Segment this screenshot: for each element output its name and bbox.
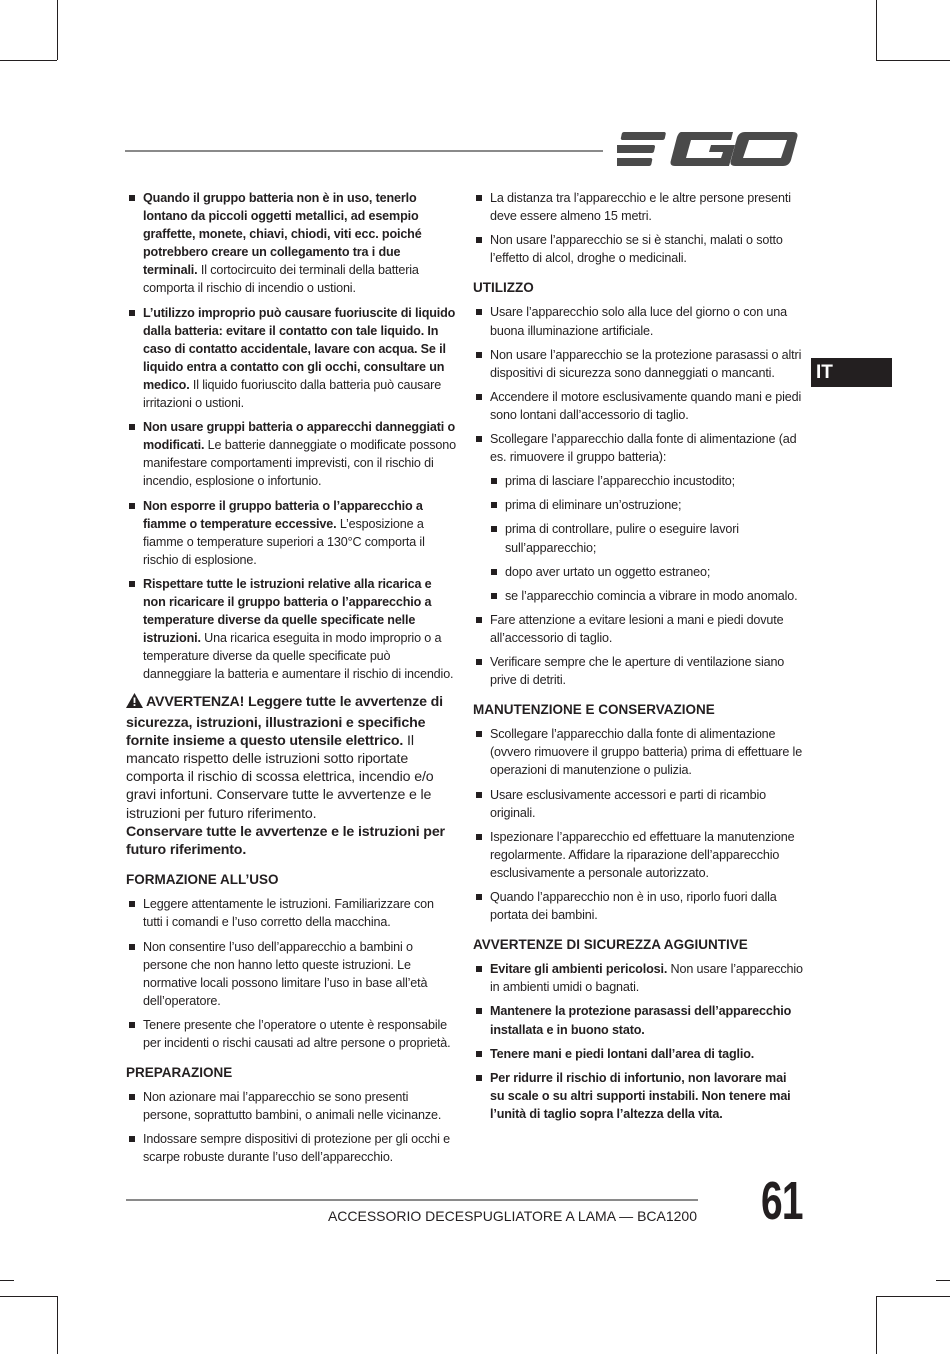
section-heading: PREPARAZIONE	[126, 1065, 233, 1081]
maintenance-list	[473, 725, 803, 924]
list-item: Mantenere la protezione parasassi dell’apparecchio installata e in buono stato.	[473, 1002, 803, 1038]
list-item: Scollegare l’apparecchio dalla fonte di alimentazione (ad es. rimuovere il gruppo batteria):	[473, 430, 803, 466]
warning-label: AVVERTENZA!	[146, 694, 245, 711]
warning-conclusion: Conservare tutte le avvertenze e le istruzioni per futuro riferimento.	[126, 823, 445, 859]
crop-mark	[0, 1296, 57, 1297]
list-item: Accendere il motore esclusivamente quando mani e piedi sono lontani dall’accessorio di taglio.	[473, 388, 803, 424]
footer-title: ACCESSORIO DECESPUGLIATORE A LAMA — BCA1200	[327, 1208, 697, 1224]
ego-logo	[617, 128, 799, 175]
list-item: Ispezionare l’apparecchio ed effettuare la manutenzione regolarmente. Affidare la riparazione dell’apparecchio esclusivamente a personale autorizzato.	[473, 828, 803, 882]
additional-warnings-list	[473, 960, 803, 1123]
crop-mark	[0, 1280, 14, 1281]
warning-triangle-icon	[126, 693, 143, 713]
list-item: Leggere attentamente le istruzioni. Familiarizzare con tutti i comandi e l’uso corretto della macchina.	[126, 895, 456, 931]
sub-list-item: prima di eliminare un’ostruzione;	[473, 496, 803, 514]
header-rule	[125, 150, 603, 152]
list-item: Verificare sempre che le aperture di ventilazione siano prive di detriti.	[473, 653, 803, 689]
crop-mark	[876, 1296, 950, 1297]
list-item: Non usare l’apparecchio se la protezione parasassi o altri dispositivi di sicurezza sono danneggiati o mancanti.	[473, 346, 803, 382]
sub-list-item: dopo aver urtato un oggetto estraneo;	[473, 563, 803, 581]
preparation-list	[126, 1088, 456, 1166]
section-heading: UTILIZZO	[473, 280, 534, 296]
sub-list-item: se l’apparecchio comincia a vibrare in modo anomalo.	[473, 587, 803, 605]
section-heading: MANUTENZIONE E CONSERVAZIONE	[473, 702, 715, 718]
list-item: Scollegare l’apparecchio dalla fonte di alimentazione (ovvero rimuovere il gruppo batteria) prima di effettuare le operazioni di manutenzione o pulizia.	[473, 725, 803, 779]
crop-mark	[876, 60, 950, 61]
page-number: 61	[761, 1171, 803, 1231]
section-heading: AVVERTENZE DI SICUREZZA AGGIUNTIVE	[473, 937, 748, 953]
left-column	[126, 189, 456, 1173]
usage-sub-list	[473, 472, 803, 605]
list-item: Non azionare mai l’apparecchio se sono presenti persone, soprattutto bambini, o animali nelle vicinanze.	[126, 1088, 456, 1124]
list-item: Usare esclusivamente accessori e parti di ricambio originali.	[473, 786, 803, 822]
list-item: Usare l’apparecchio solo alla luce del giorno o con una buona illuminazione artificiale.	[473, 303, 803, 339]
list-item: L’utilizzo improprio può causare fuoriuscite di liquido dalla batteria: evitare il contatto con tale liquido. In caso di contatto accidentale, lavare con acqua. Se il liquido entra a contatto con gli occhi, consultare un medico. Il liquido fuoriuscito dalla batteria può causare irritazioni o ustioni.	[126, 304, 456, 413]
sub-list-item: prima di controllare, pulire o eseguire lavori sull’apparecchio;	[473, 520, 803, 556]
list-item: Fare attenzione a evitare lesioni a mani e piedi dovute all’accessorio di taglio.	[473, 611, 803, 647]
crop-mark	[0, 60, 57, 61]
usage-list	[473, 303, 803, 466]
list-item: Indossare sempre dispositivi di protezione per gli occhi e scarpe robuste durante l’uso dell’apparecchio.	[126, 1130, 456, 1166]
crop-mark	[57, 1296, 58, 1354]
section-heading: FORMAZIONE ALL’USO	[126, 872, 279, 888]
crop-mark	[876, 1296, 877, 1354]
list-item: Evitare gli ambienti pericolosi. Non usare l’apparecchio in ambienti umidi o bagnati.	[473, 960, 803, 996]
usage-list-continued	[473, 611, 803, 689]
list-item: Non consentire l’uso dell’apparecchio a bambini o persone che non hanno letto queste istruzioni. Le normative locali possono limitare l’uso in base all’età dell’operatore.	[126, 938, 456, 1010]
crop-mark	[876, 0, 877, 60]
language-tab: IT	[811, 358, 892, 387]
sub-list-item: prima di lasciare l’apparecchio incustodito;	[473, 472, 803, 490]
warning-block: AVVERTENZA! Leggere tutte le avvertenze di sicurezza, istruzioni, illustrazioni e specifiche fornite insieme a questo utensile elettrico. Il mancato rispetto delle istruzioni sotto riportate comporta il rischio di scossa elettrica, incendio e/o gravi infortuni. Conservare tutte le avvertenze e le istruzioni per futuro riferimento. Conservare tutte le avvertenze e le istruzioni per futuro riferimento.	[126, 694, 445, 859]
battery-safety-list	[126, 189, 456, 683]
footer-rule	[126, 1199, 698, 1201]
list-item: Tenere mani e piedi lontani dall’area di taglio.	[473, 1045, 803, 1063]
preparation-continued-list	[473, 189, 803, 267]
list-item: Non usare gruppi batteria o apparecchi danneggiati o modificati. Le batterie danneggiate o modificate possono manifestare comportamenti imprevisti, con il rischio di incendio, esplosione o infortunio.	[126, 418, 456, 490]
list-item: Quando l’apparecchio non è in uso, riporlo fuori dalla portata dei bambini.	[473, 888, 803, 924]
list-item: Quando il gruppo batteria non è in uso, tenerlo lontano da piccoli oggetti metallici, ad esempio graffette, monete, chiavi, chiodi, viti ecc. poiché potrebbero creare un collegamento tra i due terminali. Il cortocircuito dei terminali della batteria comporta il rischio di incendio o ustioni.	[126, 189, 456, 298]
list-item: Non esporre il gruppo batteria o l’apparecchio a fiamme o temperature eccessive. L’esposizione a fiamme o temperature superiori a 130°C comporta il rischio di esplosione.	[126, 497, 456, 569]
right-column	[473, 189, 803, 1129]
training-list	[126, 895, 456, 1052]
list-item: Per ridurre il rischio di infortunio, non lavorare mai su scale o su altri supporti instabili. Non tenere mai l’unità di taglio sopra l’altezza della vita.	[473, 1069, 803, 1123]
list-item: Tenere presente che l’operatore o utente è responsabile per incidenti o rischi causati ad altre persone o proprietà.	[126, 1016, 456, 1052]
list-item: La distanza tra l’apparecchio e le altre persone presenti deve essere almeno 15 metri.	[473, 189, 803, 225]
crop-mark	[936, 1280, 950, 1281]
crop-mark	[57, 0, 58, 60]
list-item: Rispettare tutte le istruzioni relative alla ricarica e non ricaricare il gruppo batteria o l’apparecchio a temperature diverse da quelle specificate nelle istruzioni. Una ricarica eseguita in modo improprio o a temperature diverse da quelle specificate può danneggiare la batteria e aumentare il rischio di incendio.	[126, 575, 456, 684]
list-item: Non usare l’apparecchio se si è stanchi, malati o sotto l’effetto di alcol, droghe o medicinali.	[473, 231, 803, 267]
